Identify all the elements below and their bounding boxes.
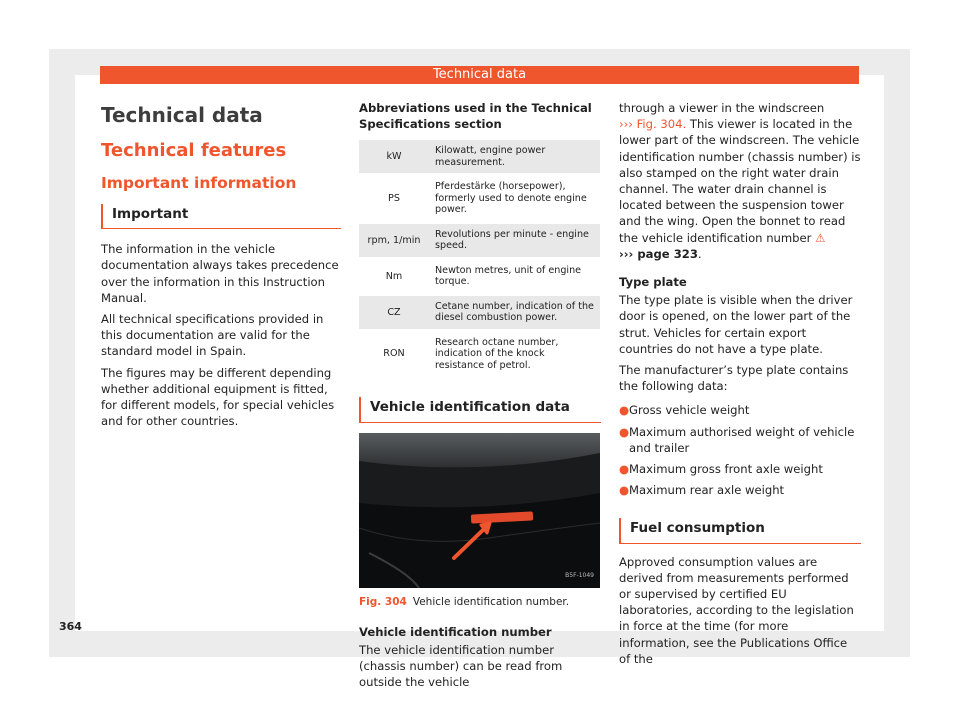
list-item-text: Maximum rear axle weight: [629, 483, 785, 498]
paragraph: The manufacturer’s type plate contains the following data:: [619, 363, 849, 394]
vehicle-identification-figure: [359, 433, 600, 588]
windscreen-illustration: [359, 433, 600, 588]
header-bar: Technical data: [100, 66, 859, 84]
abbr-value: Research octane number, indication of the knock resistance of petrol.: [435, 336, 559, 371]
table-row: [359, 330, 600, 378]
list-item: [619, 402, 861, 418]
fuel-consumption-text: Approved consumption values are derived from measurements performed or supervised by certified EU laboratories, according to the legislation in force at the time (for more information, see the Publications Office of the: [619, 554, 854, 666]
bullet-icon: ●: [619, 462, 630, 477]
column-right: [619, 100, 861, 672]
abbreviations-title: Abbreviations used in the Technical Specifications section: [359, 101, 592, 132]
table-row: [359, 258, 600, 294]
subtitle-important-information: Important information: [101, 174, 297, 192]
table-row: [359, 140, 600, 175]
figure-caption: [359, 594, 601, 610]
table-row: [359, 222, 600, 258]
abbr-value: Pferdestärke (horsepower), formerly used to denote engine power.: [435, 181, 587, 216]
abbr-key: CZ: [359, 294, 429, 330]
page-number: 364: [59, 620, 82, 633]
paragraph: The figures may be different depending whether additional equipment is fitted, for different models, for special vehicles and for other countries.: [101, 365, 335, 429]
abbreviations-table: [359, 140, 600, 379]
abbr-key: rpm, 1/min: [359, 222, 429, 258]
important-heading: Important: [101, 204, 341, 229]
table-row: [359, 175, 600, 223]
paragraph: All technical specifications provided in this documentation are valid for the standard model in Spain.: [101, 312, 324, 359]
fuel-consumption-heading: Fuel consumption: [619, 518, 861, 543]
list-item: [619, 461, 861, 477]
paragraph: The type plate is visible when the driver door is opened, on the lower part of the strut. Vehicles for certain export countries do not have a type plate.: [619, 293, 853, 356]
bullet-icon: ●: [619, 424, 630, 439]
warning-icon: ⚠: [815, 230, 826, 245]
list-item-text: Gross vehicle weight: [629, 403, 750, 418]
text-span: This viewer is located in the lower part of the windscreen. The vehicle identification number (chassis number) is also stamped on the right water drain channel. The water drain channel is located between the suspension tower and the wing. Open the bonnet to read the vehicle identification number: [619, 117, 861, 245]
type-plate-title: Type plate: [619, 275, 687, 290]
list-item: [619, 482, 861, 498]
table-row: [359, 294, 600, 330]
column-left: [101, 100, 341, 434]
abbr-key: Nm: [385, 270, 403, 282]
figure-caption-text: Vehicle identification number.: [412, 595, 570, 608]
abbr-value: Kilowatt, engine power measurement.: [429, 140, 600, 175]
abbr-value: Newton metres, unit of engine torque.: [435, 264, 582, 288]
page-reference-link[interactable]: ››› page 323: [619, 246, 698, 261]
bullet-icon: ●: [619, 403, 630, 418]
vin-title: Vehicle identification number: [359, 624, 552, 639]
subtitle-technical-features: Technical features: [101, 140, 287, 161]
figure-label: Fig. 304: [359, 595, 407, 608]
figure-code: B5F-1049: [565, 572, 594, 580]
list-item-text: Maximum gross front axle weight: [629, 462, 823, 477]
bullet-icon: ●: [619, 483, 630, 498]
list-item-text: Maximum authorised weight of vehicle and trailer: [629, 424, 855, 455]
abbr-key: kW: [359, 140, 429, 175]
vin-text: The vehicle identification number (chassis number) can be read from outside the vehicle: [359, 643, 563, 690]
bullet-list: [619, 402, 861, 498]
figure-reference-link[interactable]: ››› Fig. 304.: [619, 117, 687, 132]
column-middle: [359, 100, 601, 696]
vehicle-identification-heading: Vehicle identification data: [359, 397, 601, 422]
abbr-value: Revolutions per minute - engine speed.: [429, 222, 600, 258]
abbr-key: PS: [388, 192, 400, 204]
abbr-value: Cetane number, indication of the diesel combustion power.: [429, 294, 600, 330]
page-title: Technical data: [101, 103, 263, 127]
list-item: [619, 424, 861, 456]
abbr-key: RON: [383, 348, 405, 360]
viewer-paragraph: through a viewer in the windscreen ››› Fig. 304. This viewer is located in the lower part of the windscreen. The vehicle identification number (chassis number) is also stamped on the right water drain channel. The water drain channel is located between the suspension tower and the wing. Open the bonnet to read the vehicle identification number ⚠ ››› page 323.: [619, 101, 861, 261]
text-span: through a viewer in the windscreen: [619, 101, 825, 115]
paragraph: The information in the vehicle documentation always takes precedence over the information in this Instruction Manual.: [101, 242, 339, 305]
